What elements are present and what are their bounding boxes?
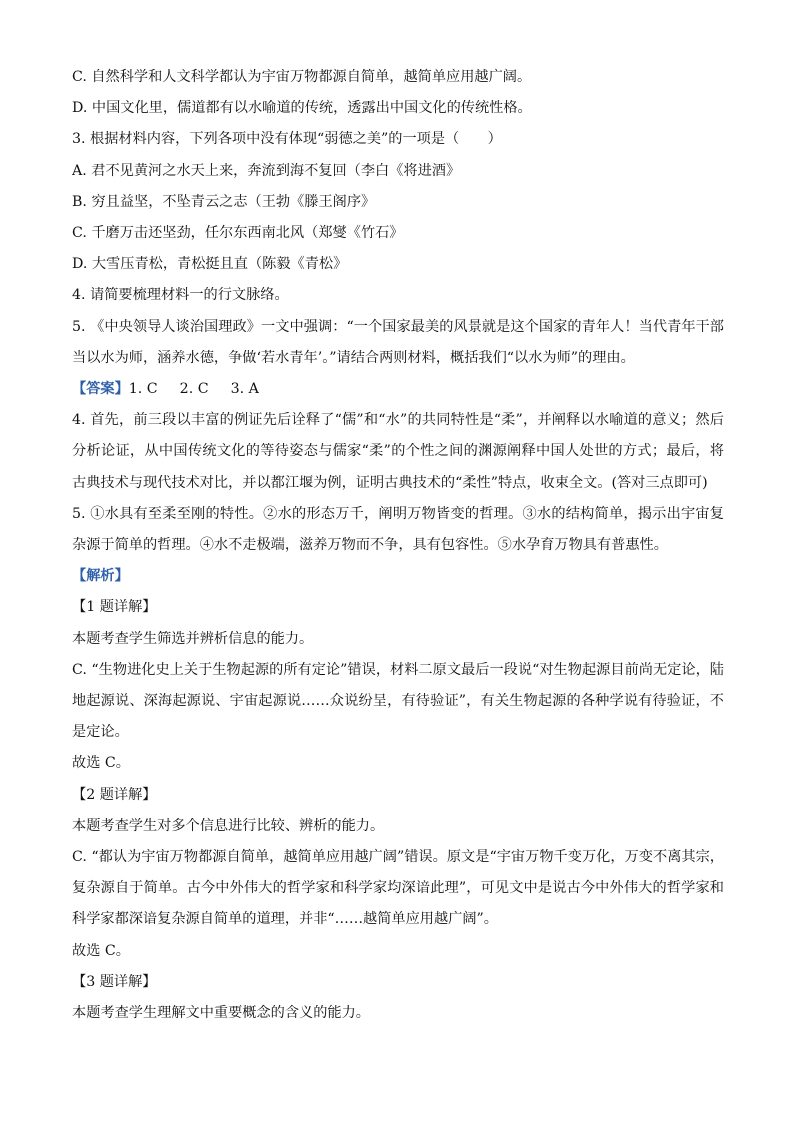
q2-detail-heading: 【2 题详解】: [72, 786, 157, 803]
q3-detail-heading: 【3 题详解】: [72, 973, 157, 990]
answer-4: 4. 首先，前三段以丰富的例证先后诠释了“儒”和“水”的共同特性是“柔”，并阐释以水喻道的意义；然后分析论证，从中国传统文化的等待姿态与儒家“柔”的个性之间的渊源阐释中国人处世的方式；最后，将古典技术与现代技术对比，并以都江堰为例，证明古典技术的“柔性”特点，收束全文。(答对三点即可): [72, 412, 724, 491]
q2-detail-para-1: 本题考查学生对多个信息进行比较、辨析的能力。: [72, 817, 385, 834]
q1-detail-heading: 【1 题详解】: [72, 599, 157, 616]
document-body: [72, 62, 724, 1029]
question-4: 4. 请简要梳理材料一的行文脉络。: [72, 287, 289, 304]
answer-1: 1. C: [128, 381, 158, 398]
answer-3: 3. A: [230, 381, 259, 398]
q3-option-b: B. 穷且益坚，不坠青云之志（王勃《滕王阁序》: [72, 193, 376, 210]
q1-detail-para-2: C. “生物进化史上关于生物起源的所有定论”错误，材料二原文最后一段说“对生物起源目前尚无定论，陆地起源说、深海起源说、宇宙起源说……众说纷呈，有待验证”，有关生物起源的各种学说有待验证，不是定论。: [72, 661, 724, 741]
q3-option-a: A. 君不见黄河之水天上来，奔流到海不复回（李白《将进酒》: [72, 162, 461, 179]
answer-5: 5. ①水具有至柔至刚的特性。②水的形态万千，阐明万物皆变的哲理。③水的结构简单，揭示出宇宙复杂源于简单的哲理。④水不走极端，滋养万物而不争，具有包容性。⑤水孕育万物具有普惠性。: [72, 505, 724, 554]
q3-option-d: D. 大雪压青松，青松挺且直（陈毅《青松》: [72, 256, 348, 273]
question-5: 5. 《中央领导人谈治国理政》一文中强调：“一个国家最美的风景就是这个国家的青年人！当代青年干部当以水为师，涵养水德，争做‘若水青年’。”请结合两则材料，概括我们“以水为师”的理由。: [72, 318, 724, 366]
q1-detail-conclusion: 故选 C。: [72, 755, 130, 772]
q3-option-c: C. 千磨万击还坚劲，任尔东西南北风（郑燮《竹石》: [72, 225, 404, 242]
option-d-line: D. 中国文化里，儒道都有以水喻道的传统，透露出中国文化的传统性格。: [72, 100, 532, 117]
question-3: 3. 根据材料内容，下列各项中没有体现“弱德之美”的一项是（ ）: [72, 131, 502, 148]
answer-line: [72, 374, 724, 405]
q2-detail-para-2: C. “都认为宇宙万物都源自简单，越简单应用越广阔”错误。原文是“宇宙万物千变万化，万变不离其宗，复杂源自于简单。古今中外伟大的哲学家和科学家均深谙此理”，可见文中是说古今中外伟大的哲学家和科学家都深谙复杂源自简单的道理，并非“……越简单应用越广阔”。: [72, 849, 724, 928]
q1-detail-para-1: 本题考查学生筛选并辨析信息的能力。: [72, 630, 314, 647]
option-c-line: C. 自然科学和人文科学都认为宇宙万物都源自简单，越简单应用越广阔。: [72, 69, 532, 85]
analysis-label: 【解析】: [72, 568, 129, 585]
q2-detail-conclusion: 故选 C。: [72, 942, 130, 959]
answer-label: 【答案】: [72, 381, 129, 398]
q3-detail-para-1: 本题考查学生理解文中重要概念的含义的能力。: [72, 1005, 370, 1022]
answer-2: 2. C: [179, 381, 209, 398]
